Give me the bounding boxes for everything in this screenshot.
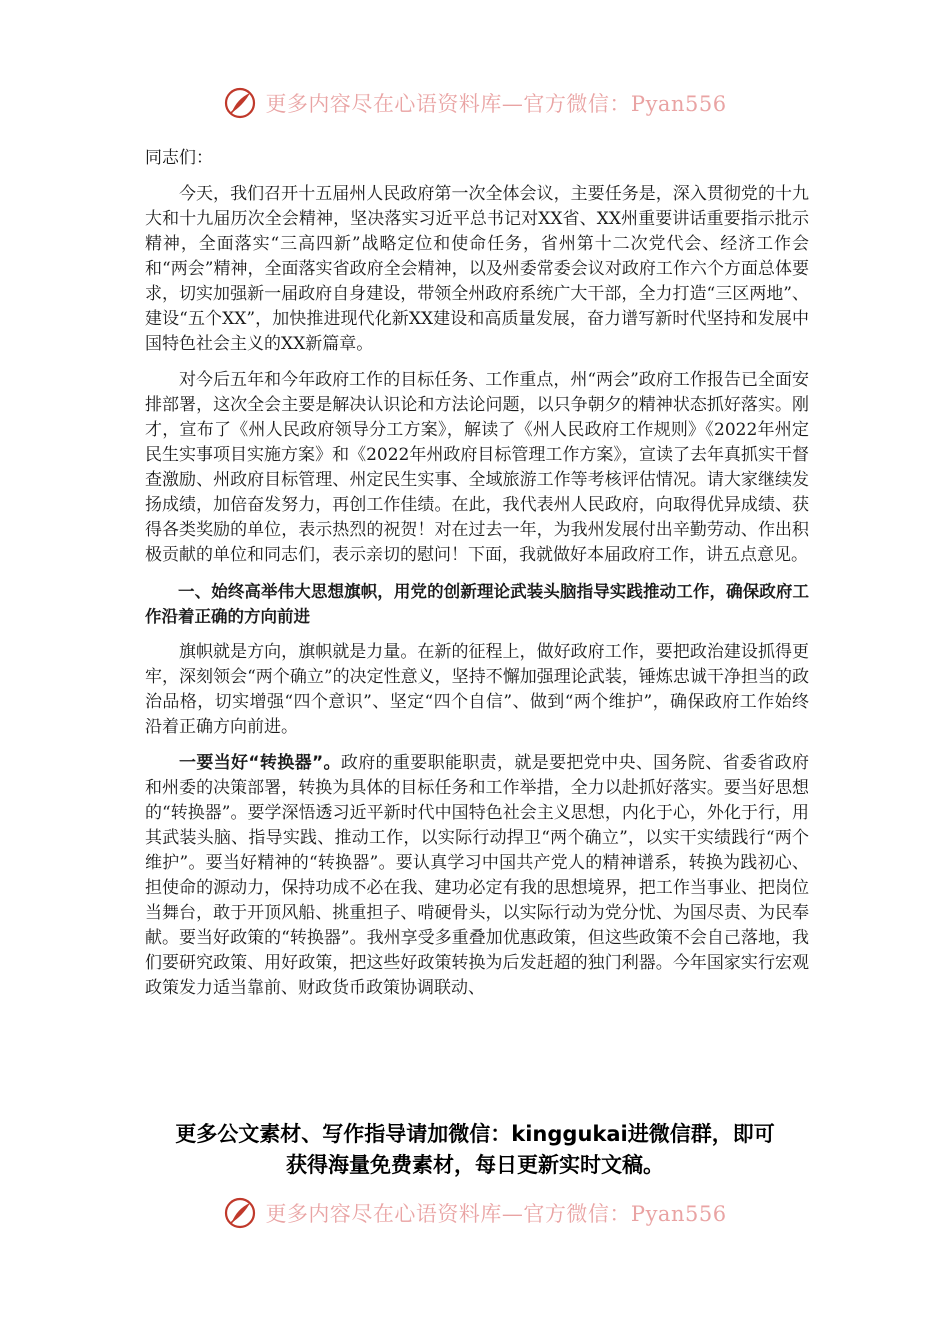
paragraph-converter-body: 政府的重要职能职责，就是要把党中央、国务院、省委省政府和州委的决策部署，转换为具体的目标任务和工作举措，全力以赴抓好落实。要当好思想的“转换器”。要学深悟透习近平新时代中国特色社会主义思想，内化于心，外化于行，用其武装头脑、指导实践、推动工作，以实际行动捍卫“两个确立”，以实干实绩践行“两个维护”。要当好精神的“转换器”。要认真学习中国共产党人的精神谱系，转换为践初心、担使命的源动力，保持功成不必在我、建功必定有我的思想境界，把工作当事业、把岗位当舞台，敢于开顶风船、挑重担子、啃硬骨头，以实际行动为党分忧、为国尽责、为民奉献。要当好政策的“转换器”。我州享受多重叠加优惠政策，但这些政策不会自己落地，我们要研究政策、用好政策，把这些好政策转换为后发赶超的独门利器。今年国家实行宏观政策发力适当靠前、财政货币政策协调联动、 bbox=[145, 753, 809, 998]
promo-line-1: 更多公文素材、写作指导请加微信：kinggukai进微信群，即可 bbox=[175, 1122, 775, 1146]
promo-line-2: 获得海量免费素材，每日更新实时文稿。 bbox=[286, 1153, 664, 1177]
feather-pen-logo-icon bbox=[223, 86, 257, 120]
watermark-text: 更多内容尽在心语资料库—官方微信：Pyan556 bbox=[265, 92, 727, 116]
paragraph-intro: 今天，我们召开十五届州人民政府第一次全体会议，主要任务是，深入贯彻党的十九大和十九届历次全会精神，坚决落实习近平总书记对XX省、XX州重要讲话重要指示批示精神，全面落实“三高四新”战略定位和使命任务，省州第十二次党代会、经济工作会和“两会”精神，全面落实省政府全会精神，以及州委常委会议对政府工作六个方面总体要求，切实加强新一届政府自身建设，带领全州政府系统广大干部，全力打造“三区两地”、建设“五个XX”，加快推进现代化新XX建设和高质量发展，奋力谱写新时代坚持和发展中国特色社会主义的XX新篇章。 bbox=[145, 184, 809, 354]
paragraph-converter bbox=[145, 751, 809, 1001]
watermark-header bbox=[0, 86, 950, 120]
paragraph-lead: 一要当好“转换器”。 bbox=[179, 753, 341, 773]
watermark-footer bbox=[0, 1196, 950, 1230]
paragraph-overview: 对今后五年和今年政府工作的目标任务、工作重点，州“两会”政府工作报告已全面安排部署，这次全会主要是解决认识论和方法论问题，以只争朝夕的精神状态抓好落实。刚才，宣布了《州人民政府领导分工方案》，解读了《州人民政府工作规则》《2022年州定民生实事项目实施方案》和《2022年州政府目标管理工作方案》，宣读了去年真抓实干督查激励、州政府目标管理、州定民生实事、全域旅游工作等考核评估情况。请大家继续发扬成绩，加倍奋发努力，再创工作佳绩。在此，我代表州人民政府，向取得优异成绩、获得各类奖励的单位，表示热烈的祝贺！对在过去一年，为我州发展付出辛勤劳动、作出积极贡献的单位和同志们，表示亲切的慰问！下面，我就做好本届政府工作，讲五点意见。 bbox=[145, 370, 809, 565]
salutation: 同志们： bbox=[145, 148, 213, 168]
promo-banner bbox=[120, 1119, 830, 1181]
watermark-text: 更多内容尽在心语资料库—官方微信：Pyan556 bbox=[265, 1202, 727, 1226]
section-heading-1: 一、始终高举伟大思想旗帜，用党的创新理论武装头脑指导实践推动工作，确保政府工作沿着正确的方向前进 bbox=[145, 582, 809, 626]
document-body bbox=[145, 146, 809, 1012]
paragraph-banner: 旗帜就是方向，旗帜就是力量。在新的征程上，做好政府工作，要把政治建设抓得更牢，深刻领会“两个确立”的决定性意义，坚持不懈加强理论武装，锤炼忠诚干净担当的政治品格，切实增强“四个意识”、坚定“四个自信”、做到“两个维护”，确保政府工作始终沿着正确方向前进。 bbox=[145, 642, 809, 737]
feather-pen-logo-icon bbox=[223, 1196, 257, 1230]
